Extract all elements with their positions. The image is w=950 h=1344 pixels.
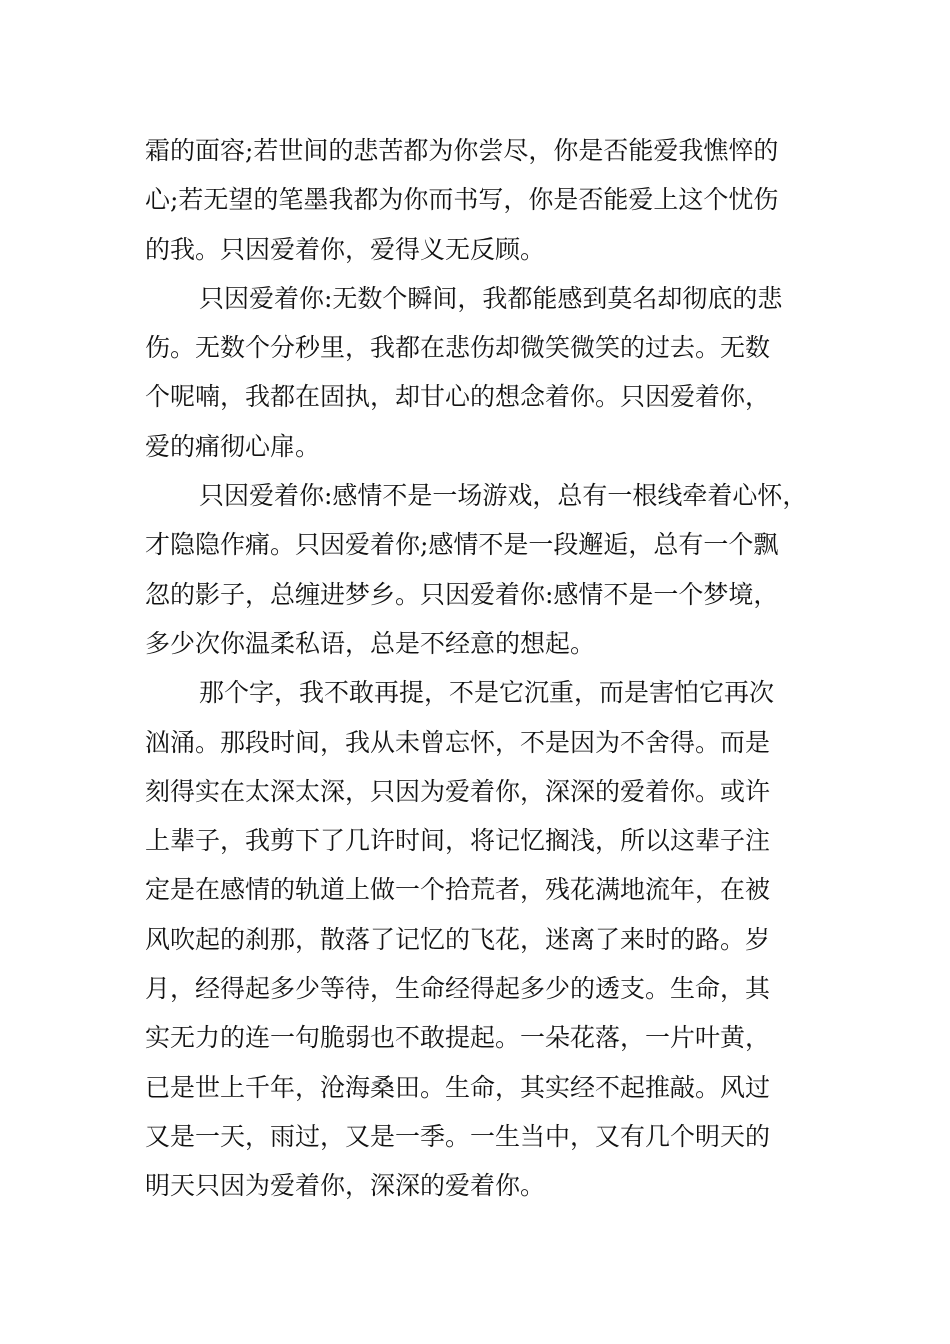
text-line: 刻得实在太深太深，只因为爱着你，深深的爱着你。或许 [145, 776, 771, 806]
text-line: 忽的影子，总缠进梦乡。只因爱着你:感情不是一个梦境， [145, 579, 779, 609]
paragraph-first-line: 那个字，我不敢再提，不是它沉重，而是害怕它再次 [199, 678, 775, 708]
body-text [145, 126, 825, 1211]
text-line: 已是世上千年，沧海桑田。生命，其实经不起推敲。风过 [145, 1072, 771, 1102]
text-line: 爱的痛彻心扉。 [145, 431, 321, 461]
paragraph-first-line: 只因爱着你:感情不是一场游戏，总有一根线牵着心怀， [199, 481, 808, 511]
text-line: 又是一天，雨过，又是一季。一生当中，又有几个明天的 [145, 1121, 771, 1151]
paragraph-first-line: 只因爱着你:无数个瞬间，我都能感到莫名却彻底的悲 [199, 283, 783, 313]
text-line: 个呢喃，我都在固执，却甘心的想念着你。只因爱着你， [145, 382, 771, 412]
text-line: 明天只因为爱着你，深深的爱着你。 [145, 1171, 546, 1201]
text-line: 实无力的连一句脆弱也不敢提起。一朵花落，一片叶黄， [145, 1023, 771, 1053]
text-line: 伤。无数个分秒里，我都在悲伤却微笑微笑的过去。无数 [145, 333, 771, 363]
text-line: 风吹起的刹那，散落了记忆的飞花，迷离了来时的路。岁 [145, 924, 771, 954]
text-line: 的我。只因爱着你，爱得义无反顾。 [145, 234, 546, 264]
text-line: 心;若无望的笔墨我都为你而书写，你是否能爱上这个忧伤 [145, 185, 779, 215]
text-line: 才隐隐作痛。只因爱着你;感情不是一段邂逅，总有一个飘 [145, 530, 779, 560]
text-line: 汹涌。那段时间，我从未曾忘怀，不是因为不舍得。而是 [145, 727, 771, 757]
text-line: 霜的面容;若世间的悲苦都为你尝尽，你是否能爱我憔悴的 [145, 136, 779, 165]
text-line: 上辈子，我剪下了几许时间，将记忆搁浅，所以这辈子注 [145, 826, 771, 856]
text-line: 定是在感情的轨道上做一个拾荒者，残花满地流年，在被 [145, 875, 771, 905]
text-line: 多少次你温柔私语，总是不经意的想起。 [145, 628, 596, 658]
text-line: 月，经得起多少等待，生命经得起多少的透支。生命，其 [145, 974, 771, 1004]
